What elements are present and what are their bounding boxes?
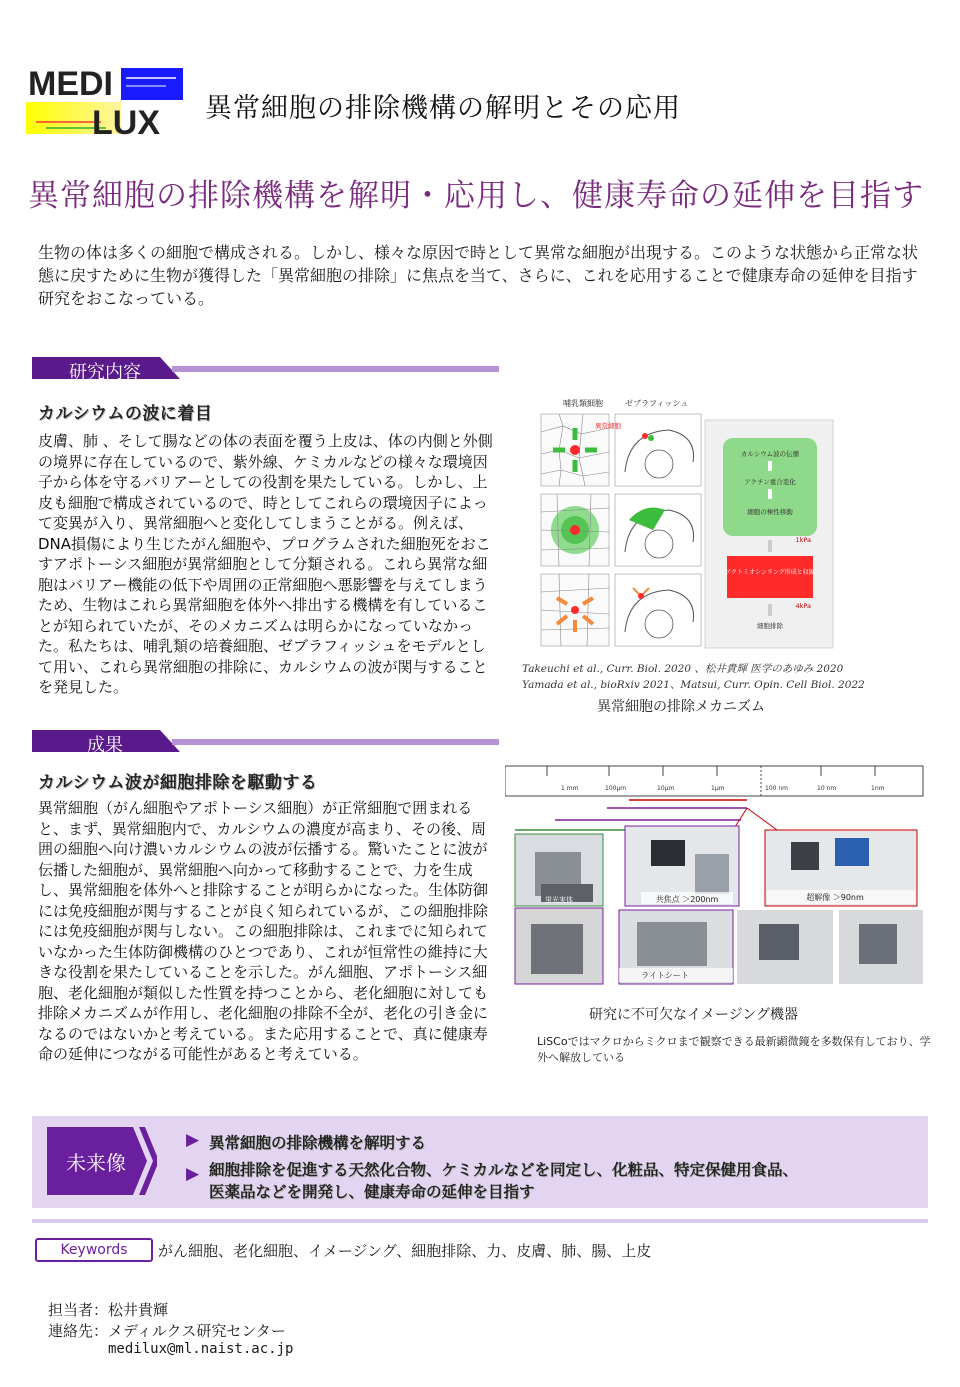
flow-step-5: 細胞排除	[757, 622, 783, 630]
contact-person-label: 担当者：	[48, 1301, 109, 1319]
panel-row-1	[541, 414, 701, 486]
arrow-bullet-icon: ▶	[186, 1130, 200, 1150]
figure-caption-imaging: 研究に不可欠なイメージング機器	[589, 1007, 798, 1023]
scale-tick-4: 1μm	[711, 785, 725, 792]
keywords-text: がん細胞、老化細胞、イメージング、細胞排除、力、皮膚、肺、腸、上皮	[158, 1242, 652, 1260]
page-title: 異常細胞の排除機構の解明とその応用	[205, 93, 681, 124]
photo-label-superres: 超解像 ＞90nm	[806, 893, 864, 902]
fig-col1-label: 哺乳類細胞	[563, 399, 603, 408]
photo-label-stereo: 蛍光実体	[545, 896, 573, 904]
future-point-1: 異常細胞の排除機構を解明する	[209, 1134, 427, 1152]
future-point-2b: 医薬品などを開発し、健康寿命の延伸を目指す	[209, 1183, 535, 1201]
contact-label: 連絡先：	[48, 1322, 109, 1340]
scale-tick-5: 100 nm	[765, 785, 789, 792]
research-subheading: カルシウムの波に着目	[38, 404, 213, 424]
scale-tick-3: 10μm	[657, 785, 675, 792]
results-body: 異常細胞（がん細胞やアポトーシス細胞）が正常細胞で囲まれると、まず、異常細胞内で、カルシウムの濃度が高まり、その後、周囲の細胞へ向け濃いカルシウムの波が伝播する。驚いたことに波が伝播した細胞が、異常細胞へ向かって移動することで、力を生成し、異常細胞を体外へと排除することが明らかになった。生体防御には免疫細胞が関与することが良く知られているが、この細胞排除には免疫細胞が関与しない。この細胞排除は、これまでに知られていなかった生体防御機構のひとつであり、これが恒常性の維持に大きな役割を果たしていることを示した。がん細胞、アポトーシス細胞、老化細胞が類似した性質を持つことから、老化細胞に対しても排除メカニズムが作用し、老化細胞の排除不全が、老化の引き金になるのではないかと考えている。また応用することで、真に健康寿命の延伸につながる可能性があると考えている。	[38, 799, 489, 1063]
imaging-note: LiSCoではマクロからミクロまで観察できる最新顕微鏡を多数保有しており、学外へ解放している	[537, 1035, 931, 1064]
arrow-bullet-icon: ▶	[186, 1164, 200, 1184]
flow-kpa-1: 1kPa	[795, 536, 811, 544]
flow-kpa-2: 4kPa	[795, 602, 811, 610]
panel-row-2	[541, 494, 701, 566]
section-tab-label: 成果	[87, 735, 123, 756]
section-tab-label: 研究内容	[69, 362, 141, 383]
contact-person-name: 松井貴輝	[108, 1301, 169, 1319]
contact-email[interactable]: medilux@ml.naist.ac.jp	[108, 1341, 294, 1357]
fig-abnormal-label: 異常細胞	[595, 422, 621, 430]
future-label: 未来像	[66, 1151, 126, 1175]
figure-reference-2: Yamada et al., bioRxiv 2021、Matsui, Curr. Opin. Cell Biol. 2022	[522, 679, 865, 691]
fig-col2-label: ゼブラフィッシュ	[625, 399, 689, 408]
panel-row-3	[541, 574, 701, 646]
logo-text-bottom: LUX	[92, 104, 160, 138]
keywords-badge: Keywords	[35, 1238, 153, 1262]
flow-step-4: アクトミオシンリング形成と収縮	[725, 569, 815, 576]
logo-text-top: MEDI	[28, 65, 113, 103]
contact-person-row	[48, 1299, 168, 1320]
section-tab-results	[32, 730, 502, 756]
photo-label-lightsheet: ライトシート	[641, 971, 689, 980]
contact-org-row	[48, 1320, 286, 1341]
research-body: 皮膚、肺 、そして腸などの体の表面を覆う上皮は、体の内側と外側の境界に存在しているので、紫外線、ケミカルなどの様々な環境因子から体を守るバリアーとしての役割を果たしている。しかし、上皮も細胞で構成されているので、時としてこれらの環境因子によって変異が入り、異常細胞へと変化してしまうことがる。例えば、DNA損傷により生じたがん細胞や、プログラムされた細胞死をおこすアポトーシス細胞が異常細胞として分類される。これら異常な細胞はバリアー機能の低下や周囲の正常細胞へ悪影響を与えてしまうため、生物はこれら異常細胞を体外へ排出する機構を有していることが知られていたが、そのメカニズムは明らかになっていなかった。私たちは、哺乳類の培養細胞、ゼブラフィッシュをモデルとして用い、これら異常細胞の排除に、カルシウムの波が関与することを発見した。	[38, 432, 493, 696]
scale-tick-2: 100μm	[605, 785, 627, 792]
contact-org: メディルクス研究センター	[108, 1322, 286, 1340]
figure-reference-1: Takeuchi et al., Curr. Biol. 2020 、松井貴輝 医学のあゆみ 2020	[522, 663, 844, 675]
flow-step-1: カルシウム波の伝播	[740, 450, 800, 458]
imaging-figure	[505, 764, 925, 992]
future-point-2a: 細胞排除を促進する天然化合物、ケミカルなどを同定し、化粧品、特定保健用食品、	[209, 1161, 799, 1179]
scale-tick-7: 1nm	[871, 785, 885, 792]
flow-step-2: アクチン重合変化	[744, 478, 796, 486]
mechanism-figure	[533, 392, 840, 660]
results-subheading: カルシウム波が細胞排除を駆動する	[38, 773, 318, 793]
main-headline: 異常細胞の排除機構を解明・応用し、健康寿命の延伸を目指す	[28, 178, 924, 214]
scale-tick-6: 10 nm	[817, 785, 837, 792]
figure-caption-mechanism: 異常細胞の排除メカニズム	[597, 699, 765, 715]
scale-tick-1: 1 mm	[561, 785, 579, 792]
flow-step-3: 細胞の極性移動	[747, 508, 793, 516]
future-label-box	[47, 1127, 157, 1195]
medilux-logo	[26, 64, 186, 138]
section-tab-research	[32, 357, 502, 383]
divider	[32, 1219, 928, 1223]
intro-paragraph: 生物の体は多くの細胞で構成される。しかし、様々な原因で時として異常な細胞が出現する。このような状態から正常な状態に戻すために生物が獲得した「異常細胞の排除」に焦点を当て、さらに、これを応用することで健康寿命の延伸を目指す研究をおこなっている。	[38, 243, 919, 308]
photo-label-confocal: 共焦点 ＞200nm	[655, 895, 719, 904]
